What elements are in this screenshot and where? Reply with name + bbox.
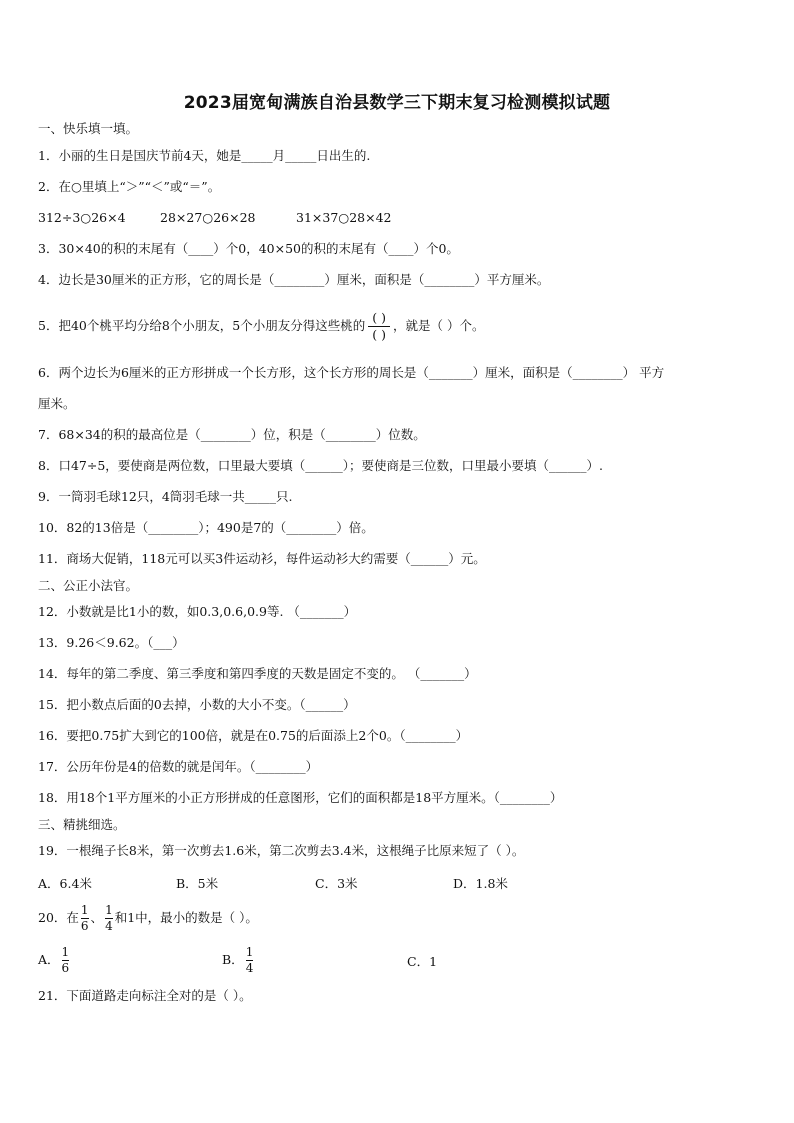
question-19-option-b: B．5米: [176, 876, 219, 891]
question-20-tail: 和1中，最小的数是（ ）。: [114, 910, 258, 925]
fraction-one-quarter: [105, 903, 113, 934]
question-9: 9．一筒羽毛球12只，4筒羽毛球一共_____只.: [38, 489, 293, 504]
option-label: A．: [38, 952, 60, 967]
question-19: 19．一根绳子长8米，第一次剪去1.6米，第二次剪去3.4米，这根绳子比原来短了（ ）。: [38, 843, 525, 858]
section-heading-2: 二、公正小法官。: [38, 578, 139, 593]
question-5-denominator: ( ): [372, 327, 386, 342]
question-18: 18．用18个1平方厘米的小正方形拼成的任意图形，它们的面积都是18平方厘米。（________）: [38, 790, 563, 805]
section-heading-3: 三、精挑细选。: [38, 817, 126, 832]
question-14: 14．每年的第二季度、第三季度和第四季度的天数是固定不变的。 （_______）: [38, 666, 477, 681]
option-label: B．: [222, 952, 244, 967]
denominator: 6: [80, 919, 89, 933]
page-title: 2023届宽甸满族自治县数学三下期末复习检测模拟试题: [183, 93, 611, 113]
section-heading-1: 一、快乐填一填。: [38, 121, 139, 136]
fraction-one-sixth: [62, 945, 70, 976]
question-20-text: 20．在: [38, 910, 79, 925]
numerator: 1: [80, 903, 89, 917]
question-5: [38, 302, 484, 350]
numerator: 1: [61, 945, 70, 959]
question-5-text: 5．把40个桃平均分给8个小朋友，5个小朋友分得这些桃的: [38, 318, 366, 333]
question-2-item-b: 28×27○26×28: [160, 210, 256, 225]
numerator: 1: [105, 903, 113, 917]
question-20-option-c: C．1: [407, 954, 438, 969]
question-6-line-1: 6．两个边长为6厘米的正方形拼成一个长方形，这个长方形的周长是（_______）厘米，面积是（________） 平方: [38, 365, 665, 380]
fraction-one-sixth: [81, 903, 89, 934]
question-19-option-c: C．3米: [315, 876, 358, 891]
question-16: 16．要把0.75扩大到它的100倍，就是在0.75的后面添上2个0。（________）: [38, 728, 469, 743]
question-10: 10．82的13倍是（________）；490是7的（________）倍。: [38, 520, 374, 535]
question-12: 12．小数就是比1小的数，如0.3,0.6,0.9等. （_______）: [38, 604, 357, 619]
question-5-tail: ，就是（ ）个。: [393, 318, 485, 333]
question-1: 1．小丽的生日是国庆节前4天，她是_____月_____日出生的.: [38, 148, 371, 163]
question-8: 8．口47÷5，要使商是两位数，口里最大要填（______）；要使商是三位数，口里最小要填（______）.: [38, 458, 604, 473]
separator: 、: [90, 910, 104, 925]
question-2-item-a: 312÷3○26×4: [38, 210, 126, 225]
question-15: 15．把小数点后面的0去掉，小数的大小不变。（______）: [38, 697, 356, 712]
question-3: 3．30×40的积的末尾有（____）个0，40×50的积的末尾有（____）个0。: [38, 241, 459, 256]
question-5-numerator: ( ): [372, 310, 386, 325]
question-2-item-c: 31×37○28×42: [296, 210, 392, 225]
question-4: 4．边长是30厘米的正方形，它的周长是（________）厘米，面积是（________）平方厘米。: [38, 272, 550, 287]
question-21: 21．下面道路走向标注全对的是（ ）。: [38, 988, 252, 1003]
question-20-option-b: [222, 940, 255, 980]
denominator: 4: [105, 919, 113, 933]
question-7: 7．68×34的积的最高位是（________）位，积是（________）位数。: [38, 427, 426, 442]
question-19-option-d: D．1.8米: [453, 876, 508, 891]
question-5-fraction: [368, 310, 390, 343]
question-19-option-a: A．6.4米: [38, 876, 92, 891]
denominator: 4: [245, 961, 254, 975]
question-2: 2．在○里填上“＞”“＜”或“＝”。: [38, 179, 221, 194]
denominator: 6: [61, 961, 70, 975]
fraction-one-quarter: [246, 945, 254, 976]
question-13: 13．9.26＜9.62。（___）: [38, 635, 185, 650]
question-20-option-a: [38, 940, 71, 980]
numerator: 1: [245, 945, 254, 959]
question-17: 17．公历年份是4的倍数的就是闰年。（________）: [38, 759, 319, 774]
question-20: [38, 898, 258, 938]
question-11: 11．商场大促销，118元可以买3件运动衫，每件运动衫大约需要（______）元。: [38, 551, 486, 566]
question-6-line-2: 厘米。: [38, 396, 76, 411]
